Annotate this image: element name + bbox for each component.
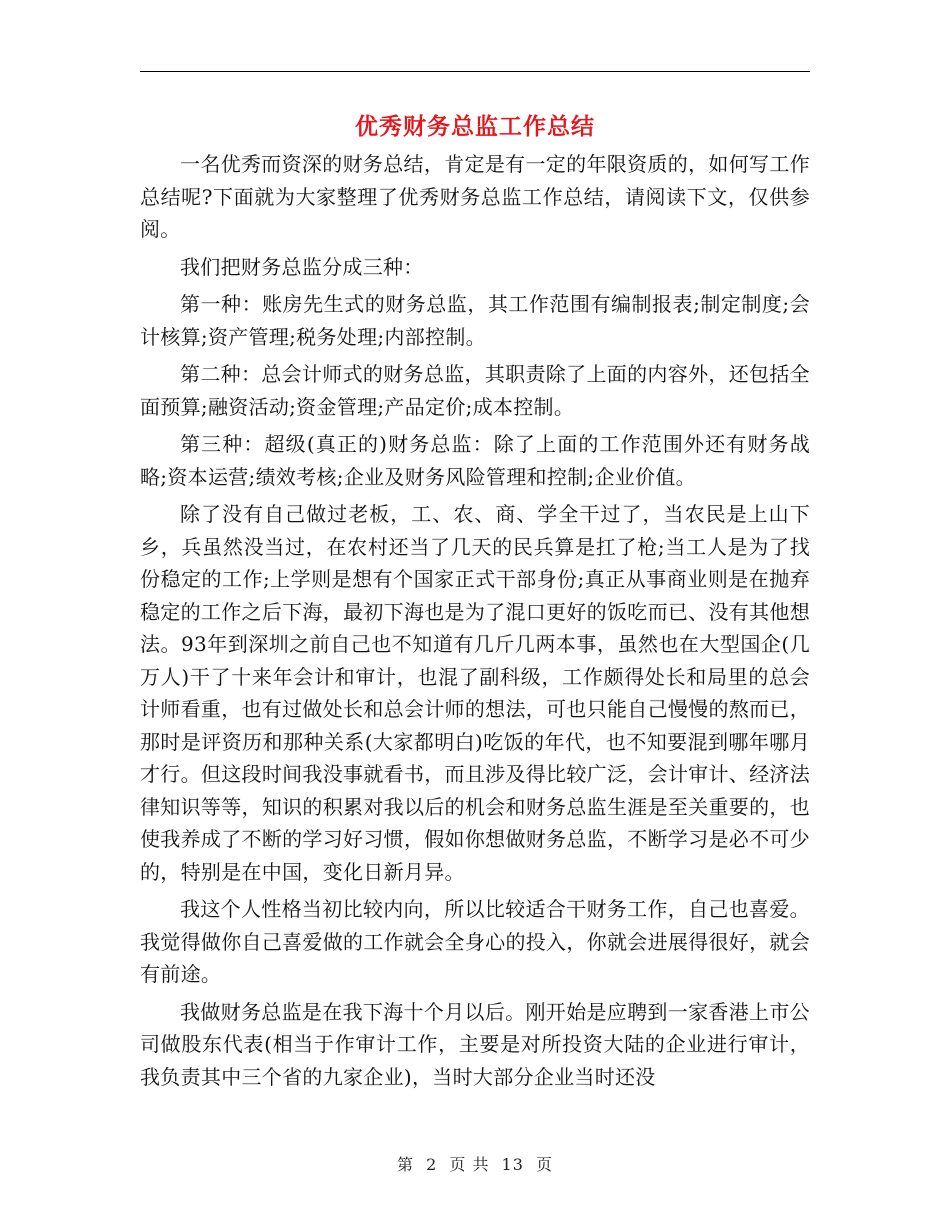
document-body xyxy=(140,148,810,1093)
paragraph-type-one: 第一种：账房先生式的财务总监，其工作范围有编制报表;制定制度;会计核算;资产管理;税务处理;内部控制。 xyxy=(140,292,810,349)
footer-middle: 页 共 xyxy=(449,1155,490,1174)
footer-prefix: 第 xyxy=(396,1155,414,1174)
paragraph-background: 除了没有自己做过老板，工、农、商、学全干过了，当农民是上山下乡，兵虽然没当过，在农村还当了几天的民兵算是扛了枪;当工人是为了找份稳定的工作;上学则是想有个国家正式干部身份;真正从事商业则是在抛弃稳定的工作之后下海，最初下海也是为了混口更好的饭吃而已、没有其他想法。93年到深圳之前自己也不知道有几斤几两本事，虽然也在大型国企(几万人)干了十来年会计和审计，也混了副科级，工作颇得处长和局里的总会计师看重，也有过做处长和总会计师的想法，可也只能自己慢慢的熬而已，那时是评资历和那种关系(大家都明白)吃饭的年代，也不知要混到哪年哪月才行。但这段时间我没事就看书，而且涉及得比较广泛，会计审计、经济法律知识等等，知识的积累对我以后的机会和财务总监生涯是至关重要的，也使我养成了不断的学习好习惯，假如你想做财务总监，不断学习是必不可少的，特别是在中国，变化日新月异。 xyxy=(140,502,810,884)
paragraph-type-three: 第三种：超级(真正的)财务总监：除了上面的工作范围外还有财务战略;资本运营;绩效考核;企业及财务风险管理和控制;企业价值。 xyxy=(140,432,810,489)
paragraph-three-types: 我们把财务总监分成三种： xyxy=(180,254,424,279)
paragraph-personality: 我这个人性格当初比较内向，所以比较适合干财务工作，自己也喜爱。我觉得做你自己喜爱做的工作就会全身心的投入，你就会进展得很好，就会有前途。 xyxy=(140,897,810,986)
paragraph-first-cfo-role: 我做财务总监是在我下海十个月以后。刚开始是应聘到一家香港上市公司做股东代表(相当于作审计工作，主要是对所投资大陆的企业进行审计，我负责其中三个省的九家企业)，当时大部分企业当时还没 xyxy=(140,999,810,1089)
footer-total-pages: 13 xyxy=(501,1155,524,1174)
paragraph-intro: 一名优秀而资深的财务总结，肯定是有一定的年限资质的，如何写工作总结呢?下面就为大家整理了优秀财务总监工作总结，请阅读下文，仅供参阅。 xyxy=(140,152,810,241)
footer-current-page: 2 xyxy=(426,1155,438,1174)
document-title: 优秀财务总监工作总结 xyxy=(355,113,595,140)
paragraph-type-two: 第二种：总会计师式的财务总监，其职责除了上面的内容外，还包括全面预算;融资活动;资金管理;产品定价;成本控制。 xyxy=(140,362,810,419)
footer-suffix: 页 xyxy=(536,1155,554,1174)
page-footer xyxy=(0,1152,950,1175)
header-rule xyxy=(140,71,810,72)
